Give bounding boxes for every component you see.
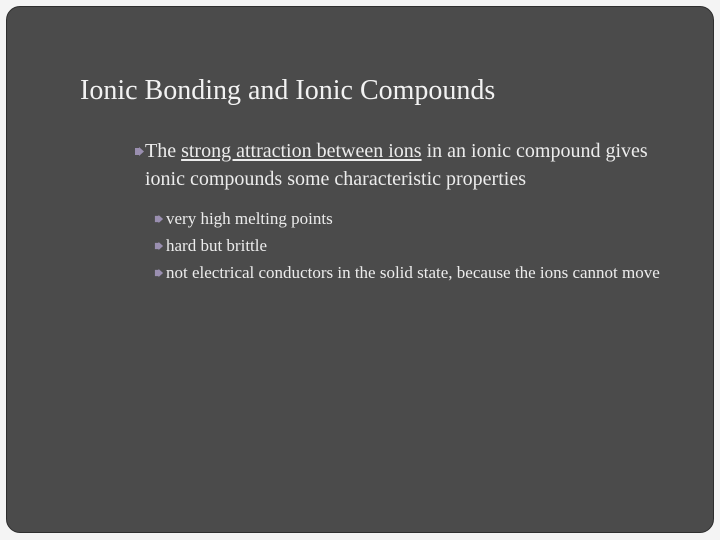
bullet-marker-icon [154, 214, 164, 224]
sub-bullet-text: very high melting points [166, 209, 333, 228]
slide-title: Ionic Bonding and Ionic Compounds [80, 75, 496, 106]
sub-bullet [166, 207, 684, 231]
main-bullet-underlined: strong attraction between ions [181, 140, 422, 162]
bullet-marker-icon [154, 268, 164, 278]
main-bullet-suffix: in an ionic compound gives ionic compounds some characteristic properties [145, 140, 648, 190]
main-bullet [144, 137, 684, 193]
slide [6, 6, 714, 533]
sub-bullet-list [144, 207, 684, 285]
bullet-marker-icon [154, 241, 164, 251]
bullet-marker-icon [134, 146, 145, 157]
sub-bullet [166, 234, 684, 258]
sub-bullet-text: hard but brittle [166, 236, 268, 255]
main-bullet-prefix: The [145, 140, 182, 162]
sub-bullet-text: not electrical conductors in the solid state, because the ions cannot move [166, 263, 660, 282]
sub-bullet [166, 261, 684, 285]
slide-body [144, 137, 684, 288]
